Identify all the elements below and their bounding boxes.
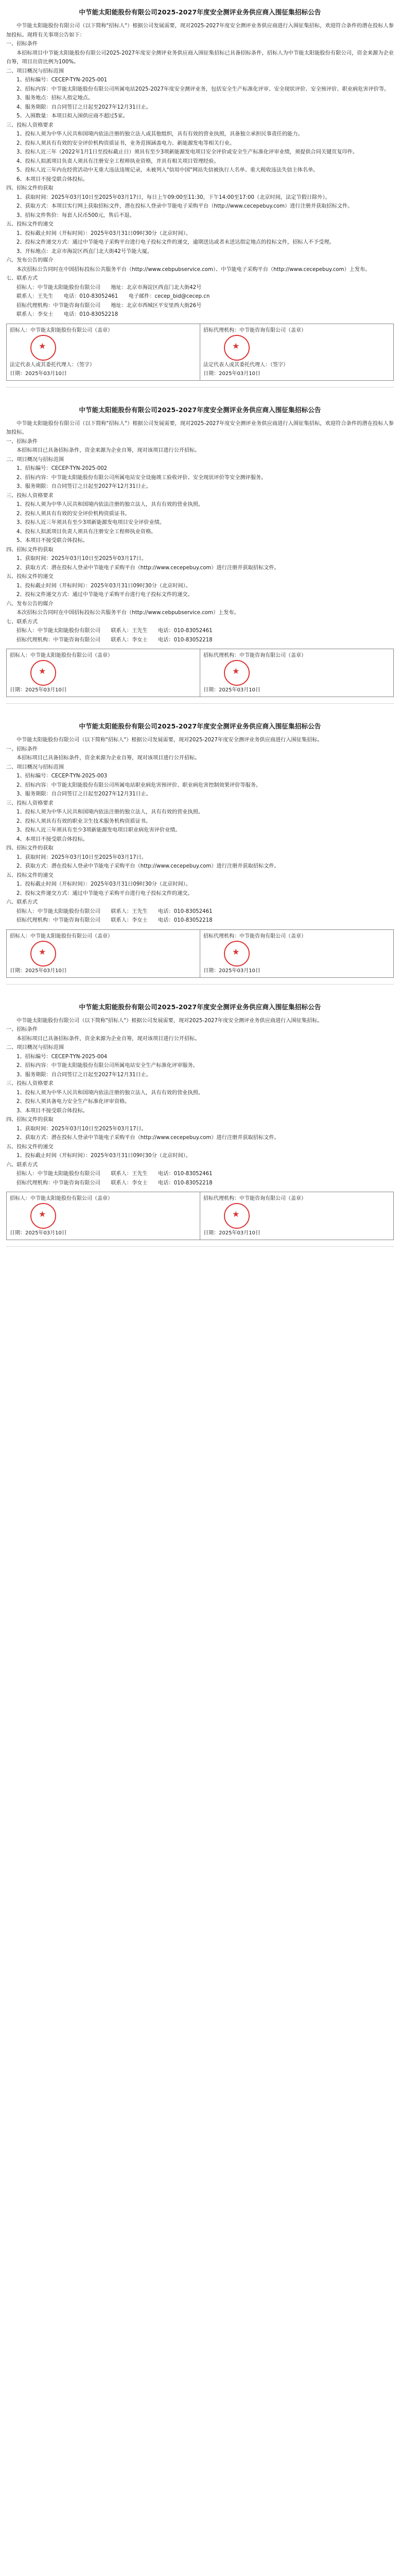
paragraph: 中节能太阳能股份有限公司（以下简称"招标人"）根据公司发展需要，现对2025-2027年度安全测评业务供应商进行入围征集招标。	[16, 737, 323, 743]
paragraph: 招标代理机构：中节能咨询有限公司 联系人：李女士 电话：010-83052218	[16, 637, 213, 643]
paragraph: 3、投标人近三年（2022年1月1日至投标截止日）须具有至少3项新能源发电项目安全评价或安全生产标准化评审业绩，须提供合同关键页复印件。	[16, 149, 358, 155]
seal-stamp-icon	[30, 941, 56, 967]
paragraph: 5、投标人近三年内在经营活动中无重大违法违规记录，未被列入"信用中国"网站失信被执行人名单、重大税收违法失信主体名单。	[16, 167, 319, 173]
paragraph: 1、投标截止时间（开标时间）：2025年03月31日09时30分（北京时间）。	[16, 1153, 191, 1159]
paragraph: 招标人：中节能太阳能股份有限公司 联系人：王先生 电话：010-83052461	[16, 628, 213, 634]
section-heading: 二、项目概况与招标范围	[6, 764, 64, 770]
paragraph: 中节能太阳能股份有限公司（以下简称"招标人"）根据公司发展需要，现对2025-2027年度安全测评业务供应商进行入围征集招标，欢迎符合条件的潜在投标人参加投标。现将有关事项公告如下：	[6, 23, 394, 38]
paragraph: 3、本项目不接受联合体投标。	[16, 1108, 88, 1114]
paragraph: 1、获取时间：2025年03月10日至2025年03月17日。	[16, 556, 147, 562]
paragraph: 中节能太阳能股份有限公司（以下简称"招标人"）根据公司发展需要，现对2025-2027年度安全测评业务供应商进行入围征集招标。	[16, 1018, 323, 1024]
paragraph: 1、招标编号：CECEP-TYN-2025-001	[16, 77, 108, 83]
signature-cell-right	[200, 1192, 394, 1240]
paragraph: 2、投标人须具有有效的安全评价机构资质证书。	[16, 511, 130, 517]
signature-table	[6, 324, 394, 381]
signature-line: 招标代理机构：中节能咨询有限公司（盖章）	[203, 933, 306, 939]
paragraph: 4、服务期限：自合同签订之日起至2027年12月31日止。	[16, 104, 152, 110]
paragraph: 招标代理机构：中节能咨询有限公司 联系人：李女士 电话：010-83052218	[16, 1180, 213, 1186]
section-heading: 四、招标文件的获取	[6, 185, 54, 191]
signature-line: 招标代理机构：中节能咨询有限公司（盖章）	[203, 1196, 306, 1201]
signature-line: 日期：2025年03月10日	[10, 687, 67, 693]
section-heading: 二、项目概况与招标范围	[6, 456, 64, 463]
paragraph: 2、招标内容：中节能太阳能股份有限公司所属电站职业病危害预评价、职业病危害控制效果评价等服务。	[16, 782, 262, 788]
signature-cell-right	[200, 929, 394, 977]
seal-stamp-icon	[224, 335, 250, 361]
paragraph: 1、招标编号：CECEP-TYN-2025-002	[16, 466, 108, 471]
notice-section	[6, 721, 394, 985]
paragraph: 招标代理机构：中节能咨询有限公司 联系人：李女士 电话：010-83052218	[16, 918, 213, 923]
paragraph: 本次招标公告同时在中国招标投标公共服务平台（http://www.cebpubservice.com）、中节能电子采购平台（http://www.cecepebuy.com）上发布。	[16, 266, 371, 273]
paragraph: 本招标项目已具备招标条件，资金来源为企业自筹，现对该项目进行公开招标。	[16, 448, 200, 453]
paragraph: 2、获取方式：潜在投标人登录中节能电子采购平台（http://www.cecepebuy.com）进行注册并获取招标文件。	[16, 1135, 280, 1141]
section-heading: 六、联系方式	[6, 900, 38, 905]
signature-cell-left	[7, 649, 200, 697]
paragraph: 3、投标人近三年须具有至少3项新能源发电项目安全评价业绩。	[16, 520, 165, 526]
paragraph: 3、开标地点：北京市海淀区西直门北大街42号节能大厦。	[16, 248, 152, 255]
section-heading: 七、联系方式	[6, 619, 38, 625]
signature-line: 招标代理机构：中节能咨询有限公司（盖章）	[203, 327, 306, 333]
paragraph: 5、本项目不接受联合体投标。	[16, 538, 88, 544]
paragraph: 招标人：中节能太阳能股份有限公司 联系人：王先生 电话：010-83052461	[16, 908, 213, 914]
paragraph: 本招标项目已具备招标条件，资金来源为企业自筹，现对该项目进行公开招标。	[16, 1036, 200, 1042]
signature-line: 日期：2025年03月10日	[203, 1230, 260, 1236]
signature-table	[6, 1192, 394, 1240]
section-heading: 五、投标文件的递交	[6, 574, 54, 580]
paragraph: 3、服务期限：自合同签订之日起至2027年12月31日止。	[16, 1072, 152, 1078]
paragraph: 2、招标内容：中节能太阳能股份有限公司所属电站2025-2027年度安全测评业务，包括安全生产标准化评审、安全现状评价、安全预评价、职业病危害评价等。	[16, 86, 390, 92]
paragraph: 3、服务期限：自合同签订之日起至2027年12月31日止。	[16, 791, 152, 797]
paragraph: 2、投标人须具有有效的安全评价机构资质证书，业务范围涵盖电力、新能源发电等相关行业。	[16, 140, 235, 146]
signature-line: 法定代表人或其委托代理人：（签字）	[10, 362, 95, 368]
paragraph: 1、获取时间：2025年03月10日至2025年03月17日。	[16, 854, 147, 860]
signature-cell-right	[200, 649, 394, 697]
paragraph: 本招标项目已具备招标条件，资金来源为企业自筹，现对该项目进行公开招标。	[16, 755, 200, 761]
signature-line: 日期：2025年03月10日	[203, 370, 260, 377]
section-heading: 四、招标文件的获取	[6, 1117, 54, 1123]
paragraph: 3、招标文件售价：每套人民币500元，售后不退。	[16, 212, 135, 218]
signature-line: 招标代理机构：中节能咨询有限公司（盖章）	[203, 653, 306, 658]
notice-section	[6, 7, 394, 387]
paragraph: 1、投标人须为中华人民共和国境内依法注册的独立法人，具有有效的营业执照。	[16, 1090, 204, 1096]
paragraph: 1、投标截止时间（开标时间）：2025年03月31日09时30分（北京时间）。	[16, 230, 191, 236]
paragraph: 1、获取时间：2025年03月10日至2025年03月17日，每日上午09:00至11:30，下午14:00至17:00（北京时间，法定节假日除外）。	[16, 194, 331, 200]
paragraph: 2、投标文件递交方式：通过中节能电子采购平台进行电子投标文件的递交，逾期送达或者未送达指定地点的投标文件，招标人不予受理。	[16, 240, 335, 245]
paragraph: 2、投标文件递交方式：通过中节能电子采购平台进行电子投标文件的递交。	[16, 592, 193, 598]
section-heading: 三、投标人资格要求	[6, 800, 54, 806]
paragraph: 本次招标公告同时在中国招标投标公共服务平台（http://www.cebpubservice.com）上发布。	[16, 610, 239, 616]
section-heading: 六、发布公告的媒介	[6, 258, 54, 263]
section-heading: 一、招标条件	[6, 1027, 38, 1032]
section-heading: 二、项目概况与招标范围	[6, 68, 64, 74]
section-heading: 七、联系方式	[6, 276, 38, 281]
signature-line: 法定代表人或其委托代理人：（签字）	[203, 362, 288, 368]
paragraph: 3、投标人近三年须具有至少3项新能源发电项目职业病危害评价业绩。	[16, 827, 181, 833]
paragraph: 2、招标内容：中节能太阳能股份有限公司所属电站安全设施竣工验收评价、安全现状评价等安全测评服务。	[16, 474, 267, 481]
paragraph: 6、本项目不接受联合体投标。	[16, 176, 88, 182]
notice-title: 中节能太阳能股份有限公司2025-2027年度安全测评业务供应商入围征集招标公告	[79, 722, 321, 730]
signature-line: 日期：2025年03月10日	[203, 968, 260, 974]
section-heading: 一、招标条件	[6, 41, 38, 47]
paragraph: 1、投标人须为中华人民共和国境内依法注册的独立法人，具有有效的营业执照。	[16, 502, 204, 507]
paragraph: 1、投标人须为中华人民共和国境内依法注册的独立法人或其他组织，具有有效的营业执照，具备独立承担民事责任的能力。	[16, 131, 303, 137]
divider	[6, 1246, 394, 1247]
section-heading: 六、联系方式	[6, 1162, 38, 1168]
section-heading: 五、投标文件的递交	[6, 1144, 54, 1150]
paragraph: 2、获取方式：本项目实行网上获取招标文件，潜在投标人登录中节能电子采购平台（http://www.cecepebuy.com）进行注册并获取招标文件。	[16, 204, 353, 209]
section-heading: 三、投标人资格要求	[6, 1081, 54, 1087]
signature-cell-left	[7, 929, 200, 977]
paragraph: 2、招标内容：中节能太阳能股份有限公司所属电站安全生产标准化评审服务。	[16, 1063, 198, 1069]
seal-stamp-icon	[224, 941, 250, 967]
paragraph: 2、投标人须具备电力安全生产标准化评审资格。	[16, 1099, 130, 1105]
signature-line: 招标人：中节能太阳能股份有限公司（盖章）	[10, 933, 113, 939]
section-heading: 二、项目概况与招标范围	[6, 1045, 64, 1050]
signature-cell-right	[200, 324, 394, 380]
seal-stamp-icon	[30, 660, 56, 686]
paragraph: 本招标项目中节能太阳能股份有限公司2025-2027年度安全测评业务供应商入围征集招标已具备招标条件，招标人为中节能太阳能股份有限公司，资金来源为企业自筹，项目出资比例为100%。	[6, 50, 394, 65]
paragraph: 4、投标人拟派项目负责人须具有注册安全工程师执业资格，并具有相关项目管理经验。	[16, 158, 219, 164]
paragraph: 招标代理机构：中节能咨询有限公司 地址：北京市西城区平安里西大街26号	[16, 302, 202, 309]
seal-stamp-icon	[30, 1203, 56, 1229]
signature-cell-left	[7, 324, 200, 380]
paragraph: 1、招标编号：CECEP-TYN-2025-003	[16, 773, 108, 779]
signature-cell-left	[7, 1192, 200, 1240]
section-heading: 四、招标文件的获取	[6, 845, 54, 851]
signature-table	[6, 649, 394, 697]
signature-line: 日期：2025年03月10日	[10, 968, 67, 974]
signature-line: 日期：2025年03月10日	[10, 1230, 67, 1236]
signature-line: 招标人：中节能太阳能股份有限公司（盖章）	[10, 653, 113, 658]
section-heading: 五、投标文件的递交	[6, 222, 54, 227]
notice-section	[6, 1002, 394, 1247]
section-heading: 六、发布公告的媒介	[6, 601, 54, 607]
seal-stamp-icon	[224, 660, 250, 686]
paragraph: 1、投标截止时间（开标时间）：2025年03月31日09时30分（北京时间）。	[16, 882, 191, 887]
paragraph: 2、投标文件递交方式：通过中节能电子采购平台进行电子投标文件的递交。	[16, 890, 193, 896]
paragraph: 5、入围数量：本项目拟入围供应商不超过5家。	[16, 113, 128, 119]
paragraph: 2、获取方式：潜在投标人登录中节能电子采购平台（http://www.cecepebuy.com）进行注册并获取招标文件。	[16, 863, 280, 869]
seal-stamp-icon	[224, 1203, 250, 1229]
section-heading: 一、招标条件	[6, 438, 38, 445]
paragraph: 招标人：中节能太阳能股份有限公司 联系人：王先生 电话：010-83052461	[16, 1171, 213, 1177]
signature-table	[6, 929, 394, 978]
paragraph: 中节能太阳能股份有限公司（以下简称"招标人"）根据公司发展需要，现对2025-2027年度安全测评业务供应商进行入围征集招标，欢迎符合条件的潜在投标人参加投标。	[6, 420, 394, 435]
paragraph: 招标人：中节能太阳能股份有限公司 地址：北京市海淀区西直门北大街42号	[16, 284, 202, 291]
paragraph: 3、服务期限：自合同签订之日起至2027年12月31日止。	[16, 484, 152, 489]
section-heading: 三、投标人资格要求	[6, 122, 54, 128]
signature-line: 招标人：中节能太阳能股份有限公司（盖章）	[10, 1196, 113, 1201]
paragraph: 4、本项目不接受联合体投标。	[16, 836, 88, 842]
paragraph: 3、服务地点：招标人指定地点。	[16, 95, 94, 101]
paragraph: 2、投标人须具有有效的职业卫生技术服务机构资质证书。	[16, 818, 151, 824]
paragraph: 联系人：李女士 电话：010-83052218	[16, 312, 118, 317]
seal-stamp-icon	[30, 335, 56, 361]
divider	[6, 984, 394, 985]
paragraph: 1、投标截止时间（开标时间）：2025年03月31日09时30分（北京时间）。	[16, 583, 191, 589]
paragraph: 1、获取时间：2025年03月10日至2025年03月17日。	[16, 1126, 147, 1132]
notice-title: 中节能太阳能股份有限公司2025-2027年度安全测评业务供应商入围征集招标公告	[79, 8, 321, 16]
paragraph: 2、获取方式：潜在投标人登录中节能电子采购平台（http://www.cecepebuy.com）进行注册并获取招标文件。	[16, 565, 280, 571]
signature-line: 日期：2025年03月10日	[203, 687, 260, 693]
signature-line: 日期：2025年03月10日	[10, 370, 67, 377]
section-heading: 三、投标人资格要求	[6, 493, 54, 499]
divider	[6, 703, 394, 704]
notice-section	[6, 405, 394, 704]
section-heading: 一、招标条件	[6, 746, 38, 752]
notice-title: 中节能太阳能股份有限公司2025-2027年度安全测评业务供应商入围征集招标公告	[79, 405, 321, 414]
paragraph: 联系人：王先生 电话：010-83052461 电子邮件：cecep_bid@cecep.cn	[16, 294, 210, 299]
notice-title: 中节能太阳能股份有限公司2025-2027年度安全测评业务供应商入围征集招标公告	[79, 1003, 321, 1011]
section-heading: 四、招标文件的获取	[6, 547, 54, 553]
section-heading: 五、投标文件的递交	[6, 872, 54, 878]
signature-line: 招标人：中节能太阳能股份有限公司（盖章）	[10, 327, 113, 333]
paragraph: 1、投标人须为中华人民共和国境内依法注册的独立法人，具有有效的营业执照。	[16, 809, 204, 815]
paragraph: 1、招标编号：CECEP-TYN-2025-004	[16, 1054, 108, 1060]
paragraph: 4、投标人拟派项目负责人须具有注册安全工程师执业资格。	[16, 529, 156, 535]
